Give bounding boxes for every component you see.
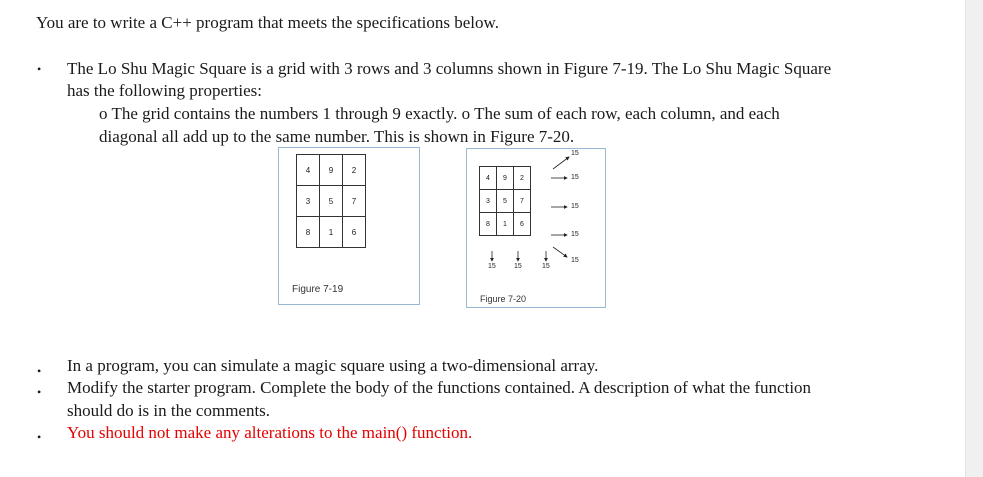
bullet-1: • [37,62,42,76]
fig20-cell: 1 [497,213,514,236]
fig20-cell: 3 [480,190,497,213]
column-sum-label: 15 [514,263,522,270]
figure-7-19 [278,147,420,305]
column-sum-label: 15 [542,263,550,270]
diagonal-sum-label: 15 [571,150,579,157]
bullet-1-line-1: The Lo Shu Magic Square is a grid with 3 rows and 3 columns shown in Figure 7-19. The Lo Shu Magic Square [67,59,832,78]
fig19-cell: 1 [320,217,343,248]
diagonal-sum-arrow [553,247,567,257]
fig20-cell: 7 [514,190,531,213]
fig19-cell: 4 [297,155,320,186]
bullet-3: • [37,385,42,399]
bullet-2: • [37,364,42,378]
fig19-cell: 9 [320,155,343,186]
fig20-cell: 6 [514,213,531,236]
fig20-arrows [467,149,605,307]
column-sum-label: 15 [488,263,496,270]
fig20-cell: 8 [480,213,497,236]
intro-text: You are to write a C++ program that meets the specifications below. [36,13,499,32]
fig19-cell: 6 [343,217,366,248]
row-sum-label: 15 [571,231,579,238]
warning-text: You should not make any alterations to the main() function. [67,423,473,442]
sub-item-1-text: The grid contains the numbers 1 through 9 exactly. [111,104,458,123]
fig19-cell: 2 [343,155,366,186]
vertical-scrollbar[interactable] [965,0,983,477]
fig20-cell: 4 [480,167,497,190]
diagonal-sum-label: 15 [571,257,579,264]
sub-bullet-2: o [461,104,471,123]
sub-item-2-text: The sum of each row, each column, and each [474,104,780,123]
fig19-cell: 8 [297,217,320,248]
fig19-caption: Figure 7-19 [292,284,344,295]
sub-bullet-1: o [99,104,108,123]
fig19-grid [296,154,366,248]
fig19-cell: 5 [320,186,343,217]
fig19-cell: 3 [297,186,320,217]
fig19-cell: 7 [343,186,366,217]
sub-item-line-2: diagonal all add up to the same number. This is shown in Figure 7-20. [99,127,575,146]
diagonal-sum-arrow [553,157,569,169]
sub-item-line-1 [99,104,780,124]
fig20-caption: Figure 7-20 [480,294,527,304]
bullet-3-line-1: Modify the starter program. Complete the body of the functions contained. A description of what the function [67,378,812,397]
fig20-cell: 5 [497,190,514,213]
figure-7-20 [466,148,606,308]
bullet-1-line-2: has the following properties: [67,81,262,100]
bullet-2-text: In a program, you can simulate a magic square using a two-dimensional array. [67,356,599,375]
fig20-cell: 9 [497,167,514,190]
bullet-3-line-2: should do is in the comments. [67,401,271,420]
row-sum-label: 15 [571,174,579,181]
row-sum-label: 15 [571,203,579,210]
fig20-cell: 2 [514,167,531,190]
bullet-4: • [37,430,42,444]
